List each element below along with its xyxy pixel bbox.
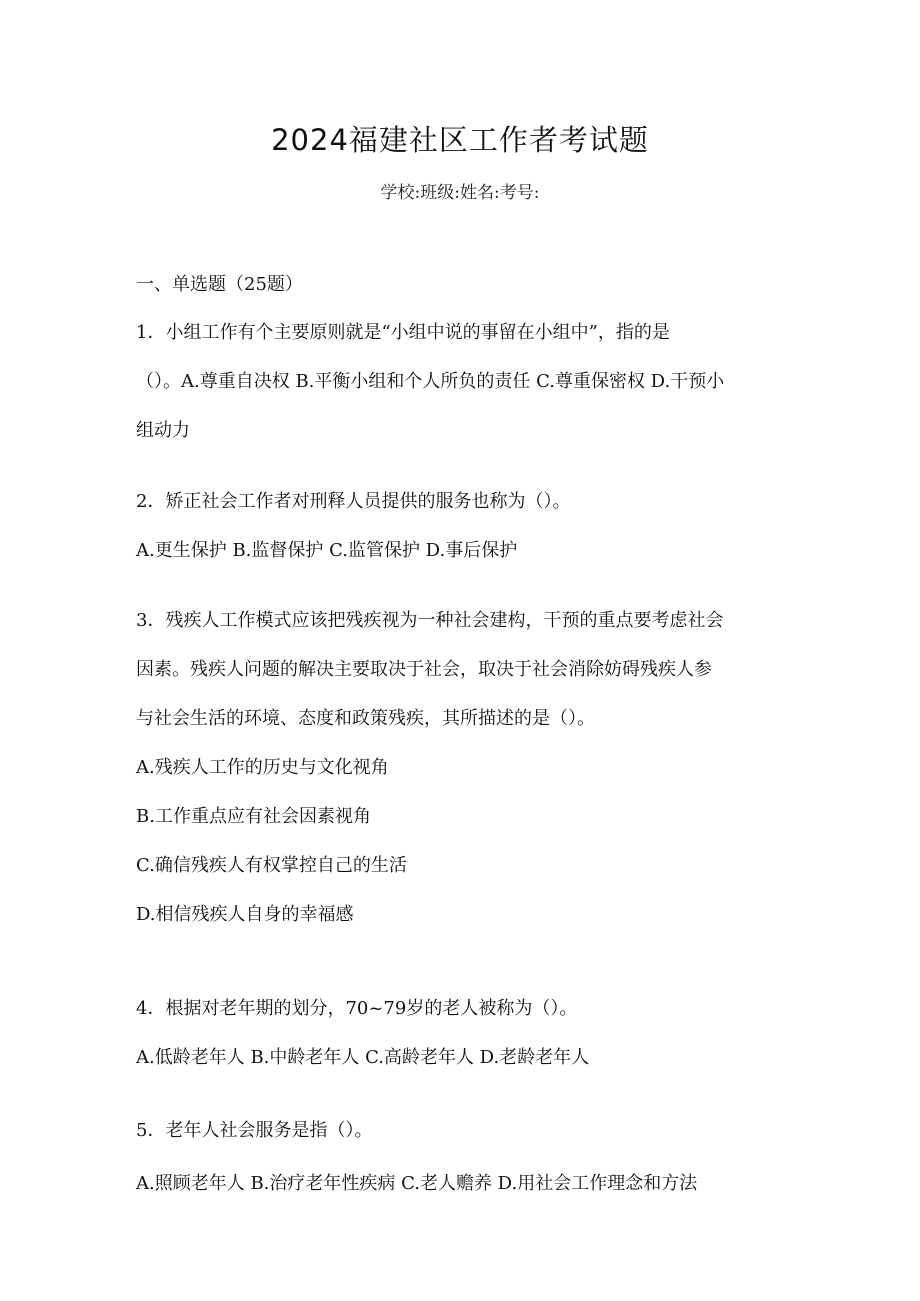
- question-3-line-1: 3．残疾人工作模式应该把残疾视为一种社会建构，干预的重点要考虑社会: [136, 610, 724, 631]
- question-2-options: A.更生保护 B.监督保护 C.监管保护 D.事后保护: [136, 540, 518, 561]
- question-3-option-b: B.工作重点应有社会因素视角: [136, 806, 371, 827]
- question-3-line-2: 因素。残疾人问题的解决主要取决于社会，取决于社会消除妨碍残疾人参: [136, 659, 712, 680]
- section-heading: 一、单选题（25题）: [136, 274, 303, 295]
- question-4-options: A.低龄老年人 B.中龄老年人 C.高龄老年人 D.老龄老年人: [136, 1047, 590, 1068]
- document-title: 2024福建社区工作者考试题: [271, 123, 649, 157]
- question-2-line-1: 2．矫正社会工作者对刑释人员提供的服务也称为（）。: [136, 491, 571, 512]
- question-4-line-1: 4．根据对老年期的划分，70~79岁的老人被称为（）。: [136, 998, 578, 1019]
- document-subtitle: 学校:班级:姓名:考号:: [380, 183, 540, 203]
- question-5-line-1: 5．老年人社会服务是指（）。: [136, 1120, 373, 1141]
- question-3-option-d: D.相信残疾人自身的幸福感: [136, 904, 354, 925]
- question-1-line-1: 1．小组工作有个主要原则就是“小组中说的事留在小组中”，指的是: [136, 322, 670, 343]
- question-3-option-c: C.确信残疾人有权掌控自己的生活: [136, 855, 407, 876]
- question-1-line-3: 组动力: [136, 420, 190, 441]
- question-3-option-a: A.残疾人工作的历史与文化视角: [136, 757, 389, 778]
- question-3-line-3: 与社会生活的环境、态度和政策残疾，其所描述的是（）。: [136, 708, 595, 729]
- question-5-options: A.照顾老年人 B.治疗老年性疾病 C.老人赡养 D.用社会工作理念和方法: [136, 1173, 698, 1194]
- question-1-line-2: （）。A.尊重自决权 B.平衡小组和个人所负的责任 C.尊重保密权 D.干预小: [136, 371, 725, 392]
